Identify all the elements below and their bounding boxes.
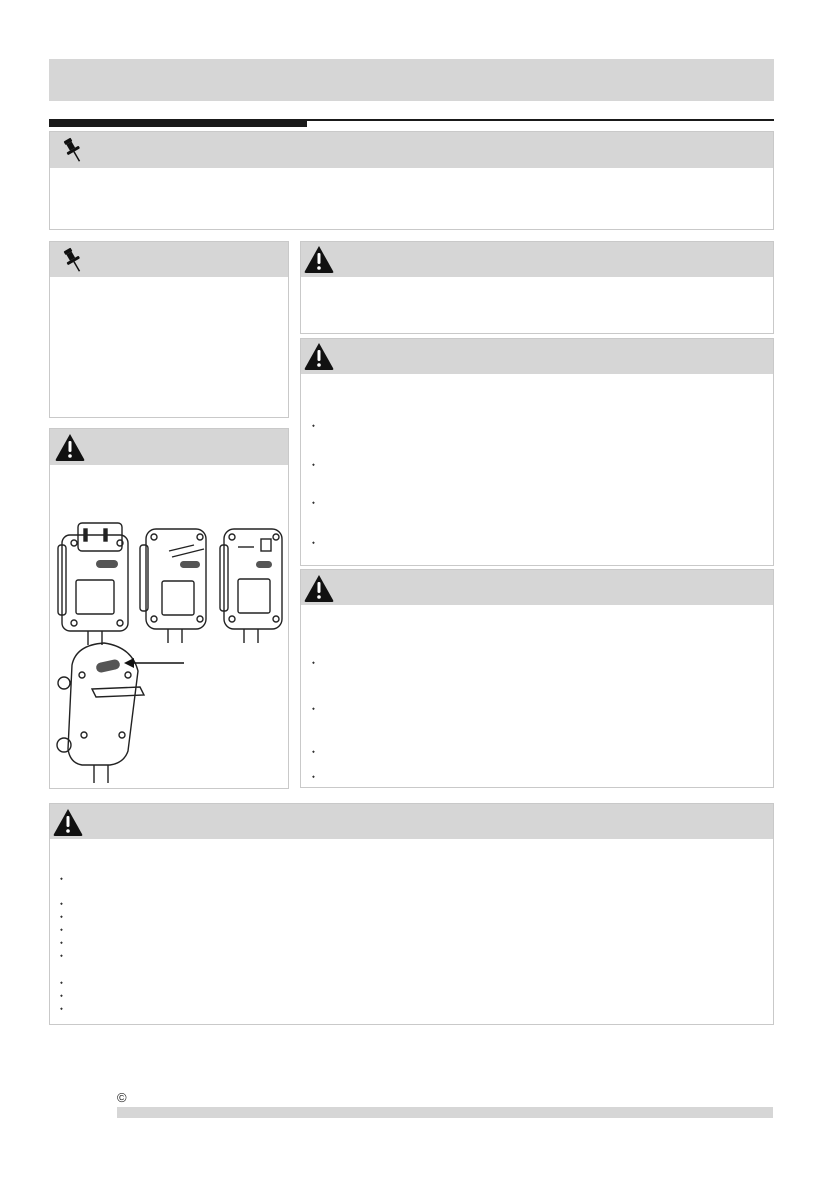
list-bullet: ⬩ <box>60 978 63 987</box>
warning-triangle-icon <box>54 432 86 462</box>
list-bullet: ⬩ <box>312 421 315 430</box>
note-box-left <box>49 241 289 418</box>
warning-box-right-1 <box>300 241 774 334</box>
warning-triangle-icon <box>303 573 335 603</box>
list-bullet: ⬩ <box>60 912 63 921</box>
section-rule-thin <box>307 119 774 121</box>
adapter-us-plug <box>58 523 128 645</box>
page-title-bar <box>49 59 774 101</box>
warning-triangle-icon <box>52 807 84 837</box>
warning-header <box>301 339 773 374</box>
adapter-uk-plug <box>220 529 282 643</box>
list-bullet: ⬩ <box>312 658 315 667</box>
list-bullet: ⬩ <box>60 951 63 960</box>
warning-box-right-3 <box>300 569 774 788</box>
list-bullet: ⬩ <box>312 747 315 756</box>
warning-box-figure <box>49 428 289 789</box>
warning-header <box>50 429 288 465</box>
warning-triangle-icon <box>303 341 335 371</box>
warning-triangle-icon <box>303 244 335 274</box>
list-bullet: ⬩ <box>312 704 315 713</box>
list-bullet: ⬩ <box>60 925 63 934</box>
list-bullet: ⬩ <box>312 538 315 547</box>
warning-box-bottom <box>49 803 774 1025</box>
adapter-eu-plug <box>140 529 206 643</box>
warning-header <box>301 242 773 277</box>
list-bullet: ⬩ <box>60 874 63 883</box>
list-bullet: ⬩ <box>60 1004 63 1013</box>
section-rule-thick <box>49 119 307 127</box>
pushpin-icon <box>58 135 88 165</box>
list-bullet: ⬩ <box>312 772 315 781</box>
note-header <box>50 242 288 277</box>
note-header <box>50 132 773 168</box>
list-bullet: ⬩ <box>60 938 63 947</box>
list-bullet: ⬩ <box>60 991 63 1000</box>
footer-bar <box>117 1107 773 1118</box>
pointer-arrow <box>124 658 184 668</box>
note-box-top <box>49 131 774 230</box>
warning-box-right-2 <box>300 338 774 566</box>
warning-header <box>301 570 773 605</box>
adapter-figure <box>54 515 286 787</box>
list-bullet: ⬩ <box>312 460 315 469</box>
list-bullet: ⬩ <box>312 498 315 507</box>
copyright-symbol: © <box>117 1090 127 1105</box>
list-bullet: ⬩ <box>60 899 63 908</box>
warning-header <box>50 804 773 839</box>
pushpin-icon <box>58 245 88 275</box>
